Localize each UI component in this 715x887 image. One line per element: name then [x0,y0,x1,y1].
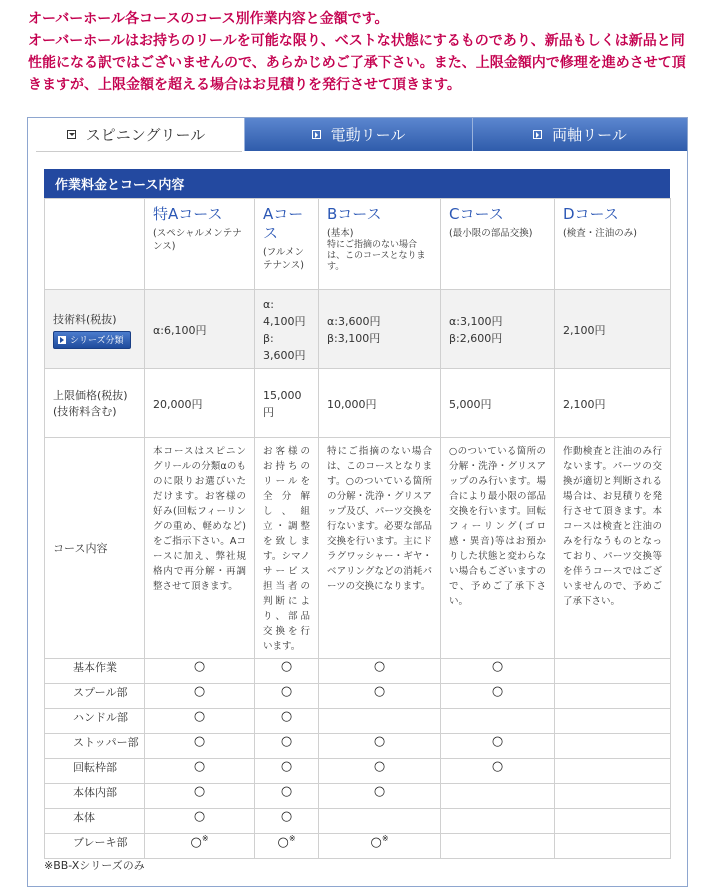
mark-cell [319,709,441,734]
course-description: 本コースはスピニングリールの分類αのものに限りお選びいただけます。お客様の好み(回転フィーリングの重め、軽めなど)をご指示下さい。Aコースに加え、弊社規格内で再分解・再調整させて頂きます。 [145,438,255,659]
tab-baitcasting-reel[interactable] [472,118,687,151]
fee-alpha: α:3,100円 [449,315,503,328]
part-label: スプール部 [45,684,145,709]
tab-spinning-reel[interactable] [28,118,244,151]
fee-cell [319,290,441,369]
mark: ○ [370,835,382,850]
mark-cell [555,759,671,784]
mark-cell: ○ [255,759,319,784]
course-subtitle: (フルメンテナンス) [263,247,305,271]
mark-cell: ○ [255,659,319,684]
course-name: Aコース [263,205,304,242]
mark-cell: ○ [255,809,319,834]
tab-electric-reel[interactable] [244,118,472,151]
part-row [45,709,671,734]
mark-cell: ○ [145,684,255,709]
limit-cell [255,369,319,438]
limit-unit: 円 [263,406,274,419]
course-table [44,198,671,859]
part-label: 基本作業 [45,659,145,684]
mark-cell: ○ [319,734,441,759]
part-label: 本体 [45,809,145,834]
mark-cell: ○ [255,709,319,734]
course-name: Dコース [563,205,619,223]
mark-cell: ○ [441,659,555,684]
mark-cell [319,809,441,834]
fee-beta: β:3,100円 [327,332,381,345]
course-note: 特にご指摘のない場合は、このコースとなります。 [327,240,426,272]
course-name: Cコース [449,205,504,223]
limit-cell: 10,000円 [319,369,441,438]
footnote: ※BB-Xシリーズのみ [44,859,145,872]
part-label: ストッパー部 [45,734,145,759]
mark-cell: ○ [145,759,255,784]
tab-label: 両軸リール [552,126,627,144]
note-mark: ※ [288,834,296,843]
course-content-row [45,438,671,659]
fee-cell [441,290,555,369]
mark-cell [145,834,255,859]
part-row [45,659,671,684]
technical-fee-row [45,290,671,369]
limit-value: 15,000 [263,389,302,402]
mark-cell: ○ [319,659,441,684]
course-subtitle: (スペシャルメンテナンス) [153,228,242,252]
mark-cell: ○ [255,734,319,759]
mark-cell: ○ [145,784,255,809]
course-description: 特にご指摘のない場合は、このコースとなります。○のついている箇所の分解・洗浄・グリスアップ及び、パーツ交換を行ないます。必要な部品交換を行います。主にドラグワッシャー・ギヤ・ベアリングなどの消耗パーツの交換になります。 [319,438,441,659]
part-row [45,684,671,709]
mark-cell [441,834,555,859]
fee-beta-label: β: [263,332,274,345]
intro-text [28,8,688,96]
course-subtitle: (基本) [327,228,354,239]
course-header [145,199,255,290]
chevron-right-icon [533,130,542,139]
mark-cell [319,834,441,859]
play-icon [58,336,66,344]
limit-cell: 2,100円 [555,369,671,438]
row-label: 技術料(税抜) [53,312,117,326]
mark-cell [441,784,555,809]
course-name: Bコース [327,205,382,223]
part-label: 本体内部 [45,784,145,809]
part-label: 回転枠部 [45,759,145,784]
row-label-cell [45,290,145,369]
mark: ○ [277,835,289,850]
mark-cell [555,809,671,834]
row-label: コース内容 [45,438,145,659]
mark-cell [555,709,671,734]
limit-cell: 5,000円 [441,369,555,438]
fee-alpha-value: 4,100円 [263,315,306,328]
mark-cell [555,734,671,759]
limit-price-row [45,369,671,438]
note-mark: ※ [201,834,209,843]
mark-cell: ○ [441,734,555,759]
fee-cell: 2,100円 [555,290,671,369]
mark-cell: ○ [145,734,255,759]
mark-cell: ○ [441,759,555,784]
tab-label: 電動リール [330,126,406,144]
fee-beta: β:2,600円 [449,332,503,345]
chevron-down-icon [67,130,76,139]
reel-course-panel [27,117,688,887]
part-row [45,784,671,809]
course-name: 特Aコース [153,205,223,223]
mark-cell: ○ [319,759,441,784]
part-label: ハンドル部 [45,709,145,734]
mark-cell: ○ [145,809,255,834]
mark-cell [555,659,671,684]
tab-label: スピニングリール [85,125,206,144]
course-header [441,199,555,290]
course-header-row [45,199,671,290]
corner-cell [45,199,145,290]
course-subtitle: (検査・注油のみ) [563,228,637,239]
mark-cell [441,809,555,834]
part-label: ブレーキ部 [45,834,145,859]
mark-cell [555,834,671,859]
course-description: ○のついている箇所の分解・洗浄・グリスアップのみ行います。場合により最小限の部品交換を行います。回転フィーリング(ゴロ感・異音)等はお預かりした状態と変わらない場合もございますので、予めご了承下さい。 [441,438,555,659]
part-row [45,834,671,859]
part-row [45,809,671,834]
mark-cell: ○ [145,659,255,684]
fee-alpha-label: α: [263,298,274,311]
part-row [45,759,671,784]
active-tab-underline [36,151,242,152]
note-mark: ※ [381,834,389,843]
mark-cell: ○ [441,684,555,709]
mark-cell [441,709,555,734]
fee-beta-value: 3,600円 [263,349,306,362]
course-description: お客様のお持ちのリールを全分解し、組立・調整を致します。シマノサービス担当者の判断により、部品交換を行います。 [255,438,319,659]
mark-cell: ○ [319,784,441,809]
mark-cell [555,684,671,709]
mark-cell [555,784,671,809]
part-row [45,734,671,759]
intro-line-2: オーバーホールはお持ちのリールを可能な限り、ベストな状態にするものであり、新品もしくは新品と同性能になる訳ではございませんので、あらかじめご了承下さい。また、上限金額内で修理を進めさせて頂きますが、上限金額を超える場合はお見積りを発行させて頂きます。 [28,33,686,93]
course-subtitle: (最小限の部品交換) [449,228,533,239]
section-title: 作業料金とコース内容 [44,169,670,198]
mark-cell: ○ [145,709,255,734]
intro-line-1: オーバーホール各コースのコース別作業内容と金額です。 [28,11,389,27]
fee-alpha: α:3,600円 [327,315,381,328]
course-header [319,199,441,290]
fee-cell: α:6,100円 [145,290,255,369]
mark-cell: ○ [255,684,319,709]
mark-cell: ○ [255,784,319,809]
mark-cell [255,834,319,859]
series-classification-button[interactable] [53,331,131,349]
row-label: 上限価格(税抜)(技術料含む) [45,369,145,438]
chevron-right-icon [312,130,321,139]
limit-cell: 20,000円 [145,369,255,438]
mark: ○ [190,835,202,850]
course-description: 作動検査と注油のみ行ないます。パーツの交換が適切と判断される場合は、お見積りを発行させて頂きます。本コースは検査と注油のみを行なうものとなっており、パーツ交換等を伴うコースではございませんので、予めご了承下さい。 [555,438,671,659]
course-header [555,199,671,290]
reel-type-tabs [28,118,687,152]
course-header [255,199,319,290]
button-label: シリーズ分類 [70,336,124,346]
fee-cell [255,290,319,369]
mark-cell: ○ [319,684,441,709]
